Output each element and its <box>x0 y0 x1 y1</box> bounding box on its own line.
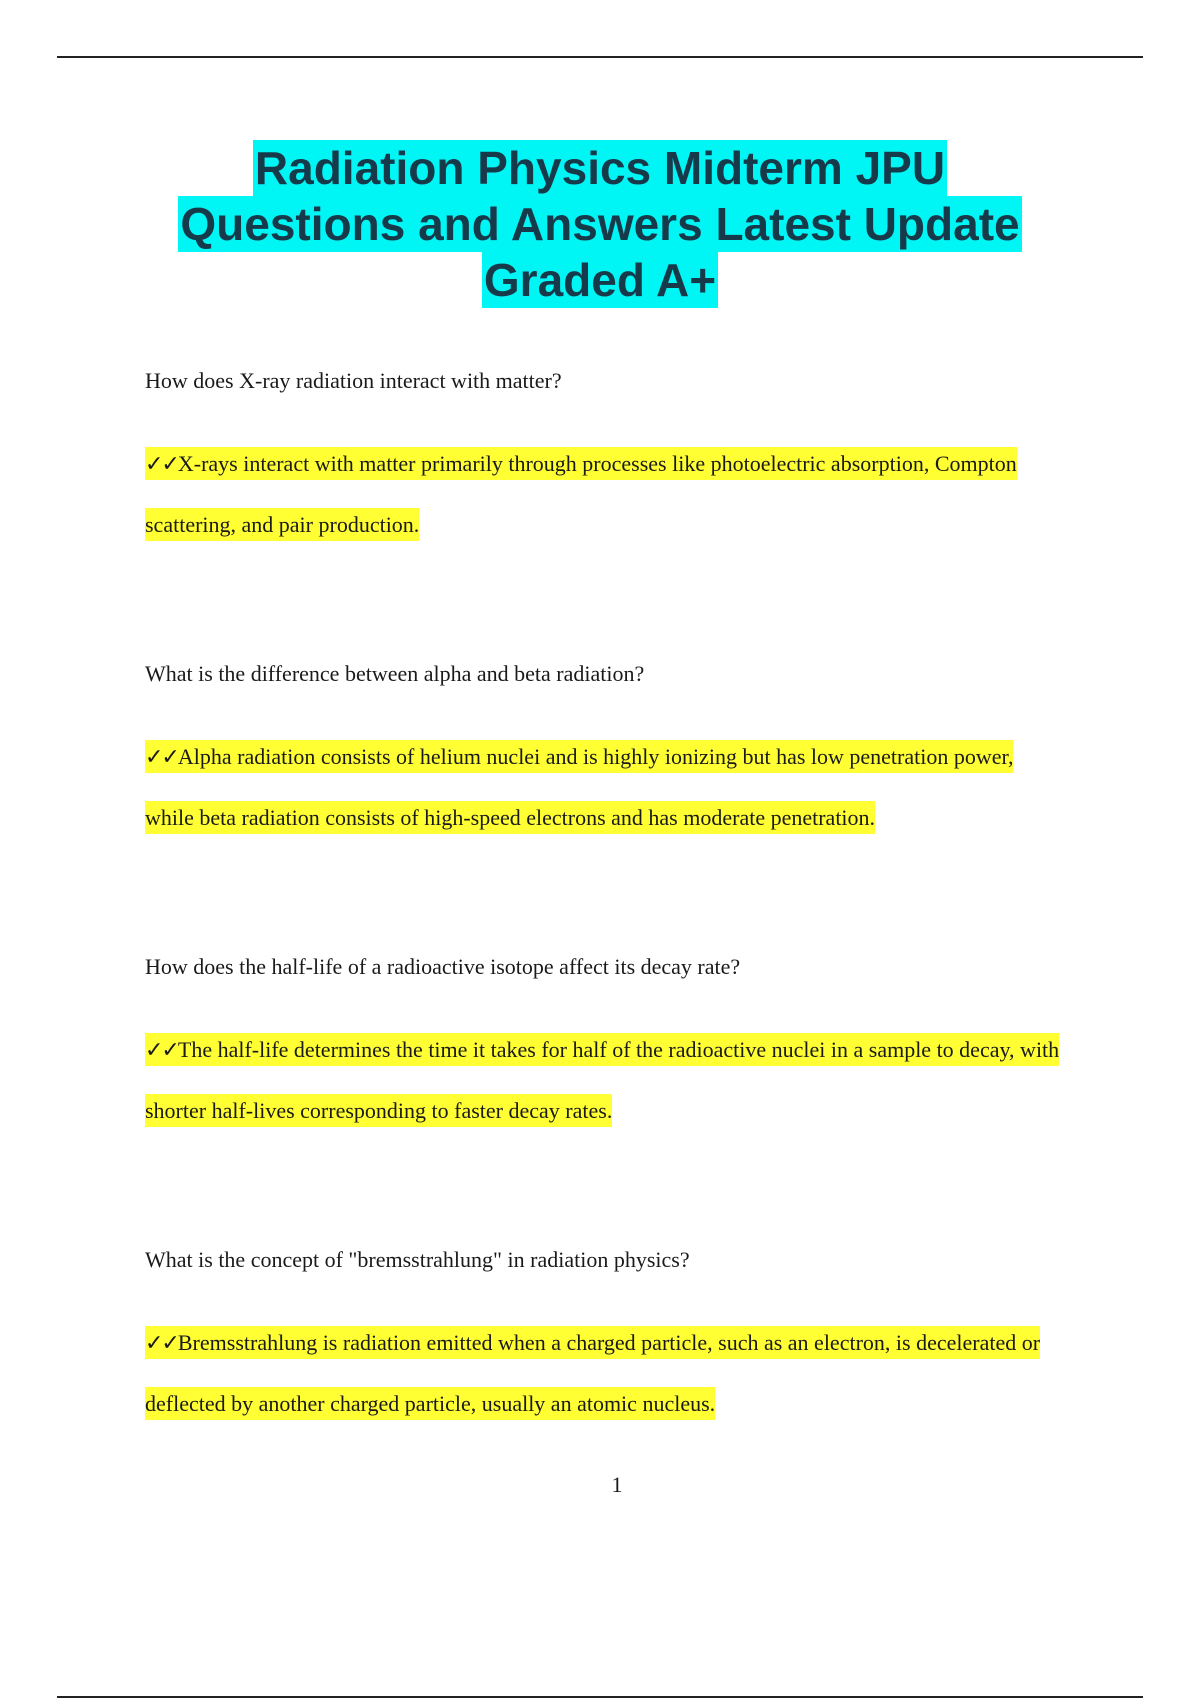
page-number: 1 <box>611 1472 623 1497</box>
answer-block <box>145 727 1065 848</box>
answer-highlight <box>145 1033 1059 1127</box>
question-text: How does the half-life of a radioactive isotope affect its decay rate? <box>145 954 741 979</box>
answer-block <box>145 1313 1065 1434</box>
title-line-2: Questions and Answers Latest Update <box>180 198 1020 250</box>
qa-item <box>145 366 1065 555</box>
bottom-rule <box>57 1696 1143 1698</box>
check-icon: ✓✓ <box>145 1038 178 1063</box>
check-icon: ✓✓ <box>145 452 178 477</box>
answer-block <box>145 1020 1065 1141</box>
question-text: What is the difference between alpha and beta radiation? <box>145 661 645 686</box>
qa-item <box>145 1245 1065 1434</box>
answer-text: Alpha radiation consists of helium nuclei and is highly ionizing but has low penetration power, while beta radiation consists of high-speed electrons and has moderate penetration. <box>145 744 1014 830</box>
top-rule <box>57 56 1143 58</box>
title-line-1: Radiation Physics Midterm JPU <box>254 142 946 194</box>
answer-text: Bremsstrahlung is radiation emitted when a charged particle, such as an electron, is decelerated or deflected by another charged particle, usually an atomic nucleus. <box>145 1330 1041 1416</box>
qa-list <box>145 366 1065 1434</box>
answer-block <box>145 434 1065 555</box>
answer-text: X-rays interact with matter primarily through processes like photoelectric absorption, Compton scattering, and pair production. <box>145 451 1017 537</box>
document-title <box>100 140 1100 308</box>
qa-item <box>145 659 1065 848</box>
title-line-3: Graded A+ <box>483 254 717 306</box>
answer-highlight <box>145 740 1013 834</box>
question-text: How does X-ray radiation interact with matter? <box>145 368 562 393</box>
qa-item <box>145 952 1065 1141</box>
answer-text: The half-life determines the time it takes for half of the radioactive nuclei in a sample to decay, with shorter half-lives corresponding to faster decay rates. <box>145 1037 1060 1123</box>
check-icon: ✓✓ <box>145 745 178 770</box>
answer-highlight <box>145 447 1017 541</box>
question-text: What is the concept of "bremsstrahlung" in radiation physics? <box>145 1247 690 1272</box>
answer-highlight <box>145 1326 1040 1420</box>
check-icon: ✓✓ <box>145 1331 178 1356</box>
